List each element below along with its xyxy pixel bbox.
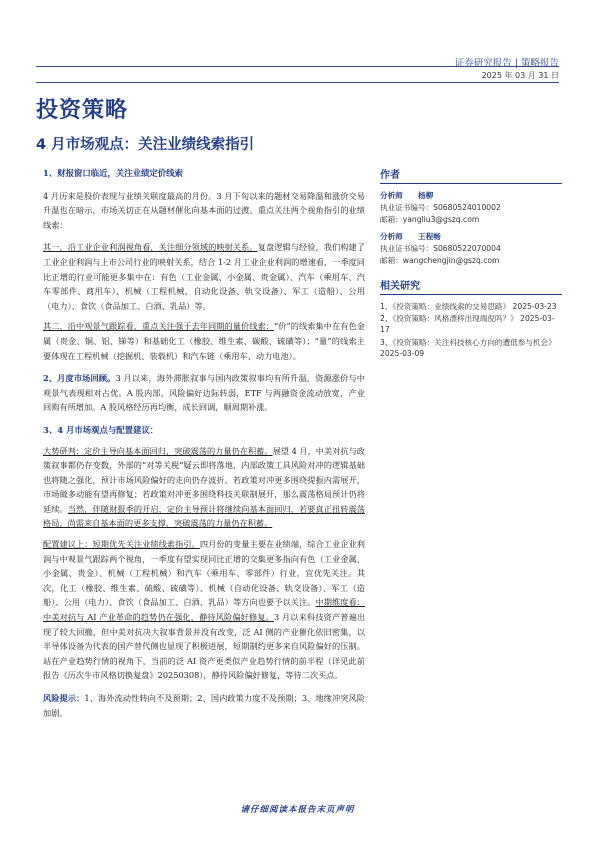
section-3-allocation-lead: 配置建议上：短期优先关注业绩线索指引。 (43, 539, 200, 550)
section-1-intro: 4 月历来是股价表现与业绩关联度最高的月份。3 月下旬以来的题材交易降温和涨价交易升温也在暗示，市场关切正在从题材催化向基本面的过渡。重点关注两个视角指引的业绩线索： (43, 190, 365, 230)
author-card (380, 190, 562, 226)
author-role: 分析师 (380, 191, 403, 200)
author-email[interactable]: yangliu3@gszq.com (402, 215, 480, 224)
section-1-heading: 1、财报窗口临近，关注业绩定价线索 (43, 168, 183, 178)
risk-warning-text: 1、海外流动性转向不及预期；2、国内政策力度不及预期；3、地缘冲突风险加剧。 (43, 693, 365, 718)
risk-warning (43, 691, 365, 720)
header-rule-top (36, 66, 559, 67)
section-2-heading: 2、月度市场回顾。 (43, 373, 116, 384)
section-3-outlook-lead: 大势研判：定价主导向基本面回归，突破震荡的力量仍在积蓄。 (43, 445, 273, 456)
report-date: 2025 年 03 月 31 日 (481, 71, 559, 80)
section-3-outlook-tail: 当然，伴随财报季的开启，定价主导预计将继续向基本面回归，若要真正扭转震荡格局，尚需来自基本面的更多支撑，突破震荡的力量仍在积蓄。 (43, 503, 365, 529)
section-3-outlook-body: 展望 4 月，中美对抗与政策叙事都仍存变数，外部的“对等关税”疑云即将落地，内部政策工具风险对冲的逻辑基础也将随之强化，预计市场风险偏好的走向仍存波折。若政策对冲更多围绕提振内需展开，市场做多动能有望再修复；若政策对冲更多围绕科技关联制展开，那么震荡格局预计仍将延续。 (43, 445, 365, 514)
author-email-label: 邮箱： (380, 256, 403, 265)
disclaimer-footer: 请仔细阅读本报告末页声明 (240, 805, 355, 815)
section-1-point-2-lead: 其二，沿中观景气跟踪看，重点关注强于去年同期的量价线索： (43, 321, 275, 332)
authors-title: 作者 (380, 166, 562, 184)
author-card (380, 231, 562, 267)
author-role: 分析师 (380, 232, 403, 241)
section-1-point-1 (43, 240, 365, 313)
author-cert-label: 执业证书编号： (380, 244, 434, 253)
author-email-label: 邮箱： (380, 215, 403, 224)
related-research-title: 相关研究 (380, 277, 562, 295)
author-cert-label: 执业证书编号： (380, 203, 434, 212)
section-2-body: 3 月以来，海外滞胀叙事与国内政策叙事均有所升温，资源涨价与中观景气表现相对占优。A 股内部，风险偏好边际转弱，ETF 与两融资金流动放宽，产业回购有所增加。A 股风格经历再均衡，成长回调，顺周期补涨。 (43, 373, 365, 413)
author-name: 杨柳 (418, 191, 434, 200)
section-3-heading: 3、4 月市场观点与配置建议： (43, 424, 159, 435)
report-category-title: 投资策略 (36, 98, 129, 123)
section-1-point-2-body: “价”的线索集中在有色金属（贵金、铜、铝、锑等）和基础化工（橡胶、维生素、碳酸、硫磺等）；“量”的线索主要体现在工程机械（挖掘机、装载机）和汽车链（乘用车、动力电池）。 (43, 321, 365, 361)
related-research-item[interactable]: 1、《投资策略：业绩线索的交易思路》 2025-03-23 (380, 302, 557, 311)
author-cert-number: S0680524010002 (433, 203, 501, 212)
header-rule-bottom (36, 82, 559, 83)
related-research-item[interactable]: 3、《投资策略：关注科技核心方向的遭低参与机会》 2025-03-09 (380, 337, 556, 358)
main-content (43, 166, 365, 720)
section-3-allocation-mid: 中期维度看：中美对抗与 AI 产业革命的趋势仍在强化，静待风险偏好修复。 (43, 597, 365, 623)
related-research-item[interactable]: 2、《投资策略：风格漂移出现端倪吗？》 2025-03-17 (380, 314, 555, 335)
section-3-allocation (43, 537, 365, 683)
author-name: 王程畅 (418, 232, 441, 241)
section-1-point-2 (43, 319, 365, 363)
section-3-allocation-tail: 3 月以来科技资产普遍出现了较大回撤，但中美对抗决大叙事背景并没有改变，泛 AI 侧的产业催化依旧密集，以半导体设备为代表的国产替代侧也显现了积极进展，短期制约更多来自风险偏好的压制。站在产业趋势行情的视角下，当前的泛 AI 资产更类似产业趋势行情的前半程（详见此前报告《历次牛市风格切换复盘》20250308），静待风险偏好修复，等待二次买点。 (43, 612, 366, 681)
report-type-label: 证券研究报告 | 策略报告 (454, 58, 559, 69)
section-2 (43, 371, 365, 415)
section-3-outlook (43, 444, 365, 532)
section-1-point-1-body: 复盘逻辑与经验，我们构建了工业企业利润与上市公司行业的映射关系，结合 1-2 月工业企业利润的增速看，一季度同比正增的行业可能更多集中在：有色（工业金属、小金属、贵金属）、汽车（乘用车、汽车零部件、商用车）、机械（工程机械，自动化设备、轨交设备）、军工（造船）、公用（电力）、食饮（食品加工、白酒、乳品）等。 (43, 242, 365, 311)
author-cert-number: S0680522070004 (433, 244, 501, 253)
page-title: 4 月市场观点：关注业绩线索指引 (36, 137, 255, 153)
section-3-allocation-body: 四月份的变量主要在业绩端，综合工业企业利润与中观景气跟踪两个视角，一季度有望实现同比正增的交集更多指向有色（工业金属、小金属、贵金）、机械（工程机械）和汽车（乘用车、零部件）行业，宜优先关注。其次，化工（橡胶、维生素、硫酸、硫磺等）、机械（自动化设备、轨交设备）、军工（造船）、公用（电力）、食饮（食品加工、白酒、乳品）等方向也要予以关注。 (43, 539, 365, 608)
risk-warning-label: 风险提示： (43, 693, 85, 703)
sidebar (380, 166, 562, 360)
section-1-point-1-lead: 其一，沿工业企业利润视角看，关注细分领域的映射关系。 (43, 242, 258, 253)
author-email[interactable]: wangchengjin@gszq.com (402, 256, 500, 265)
